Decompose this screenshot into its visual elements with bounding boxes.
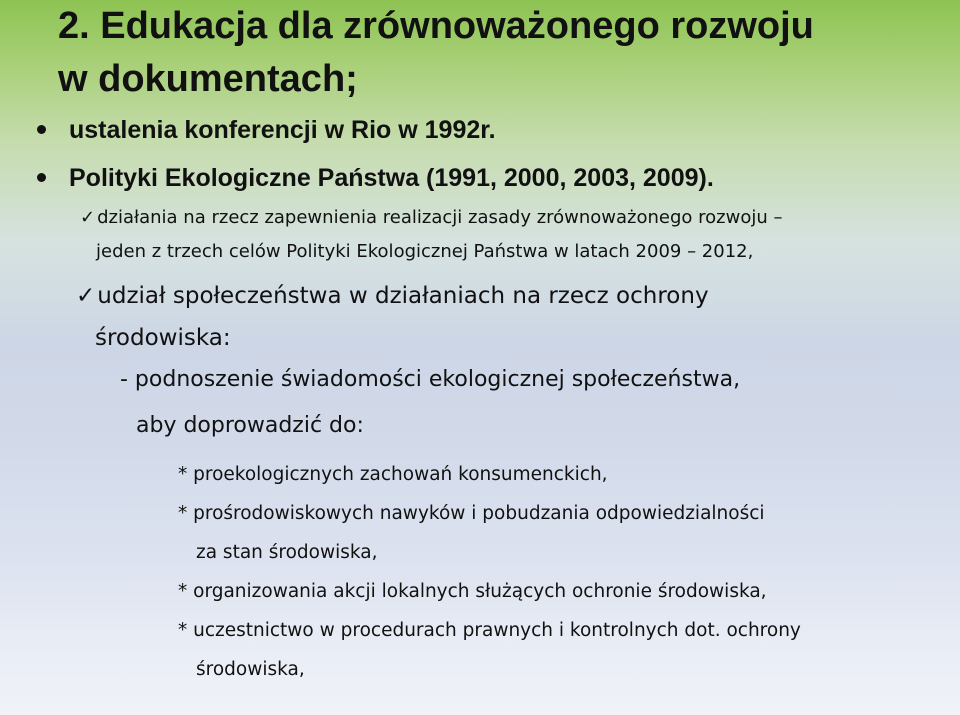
- check-item-line-2: środowiska:: [95, 325, 231, 351]
- check-item-dzialania: [80, 201, 783, 269]
- check-item-line-1: udział społeczeństwa w działaniach na rzecz ochrony: [97, 283, 709, 309]
- checkmark-icon: ✓: [76, 283, 96, 309]
- list-item-line: * organizowania akcji lokalnych służących ochronie środowiska,: [178, 581, 767, 602]
- list-item-line: * uczestnictwo w procedurach prawnych i kontrolnych dot. ochrony: [178, 620, 801, 641]
- check-item-line-1: działania na rzecz zapewnienia realizacji zasady zrównoważonego rozwoju –: [97, 207, 783, 228]
- checkmark-icon: ✓: [80, 207, 96, 228]
- check-item-udzial: [76, 275, 709, 359]
- list-item-line: * proekologicznych zachowań konsumenckich,: [178, 464, 608, 485]
- slide-title-line-1: 2. Edukacja dla zrównoważonego rozwoju: [58, 5, 814, 47]
- bullet-text: Polityki Ekologiczne Państwa (1991, 2000, 2003, 2009).: [69, 164, 714, 192]
- sub-point-line-1: - podnoszenie świadomości ekologicznej społeczeństwa,: [120, 367, 741, 392]
- check-item-line-2: jeden z trzech celów Polityki Ekologicznej Państwa w latach 2009 – 2012,: [96, 241, 754, 262]
- list-item-line: * prośrodowiskowych nawyków i pobudzania odpowiedzialności: [178, 503, 765, 524]
- bullet-text: ustalenia konferencji w Rio w 1992r.: [69, 116, 496, 144]
- list-item-line-continued: za stan środowiska,: [196, 542, 378, 563]
- slide-title: [58, 0, 938, 106]
- bullet-dot-icon: [37, 125, 46, 134]
- list-item-line-continued: środowiska,: [196, 659, 305, 680]
- slide-title-line-2: w dokumentach;: [58, 58, 358, 100]
- sub-point-line-2: aby doprowadzić do:: [136, 413, 364, 438]
- bullet-dot-icon: [37, 173, 46, 182]
